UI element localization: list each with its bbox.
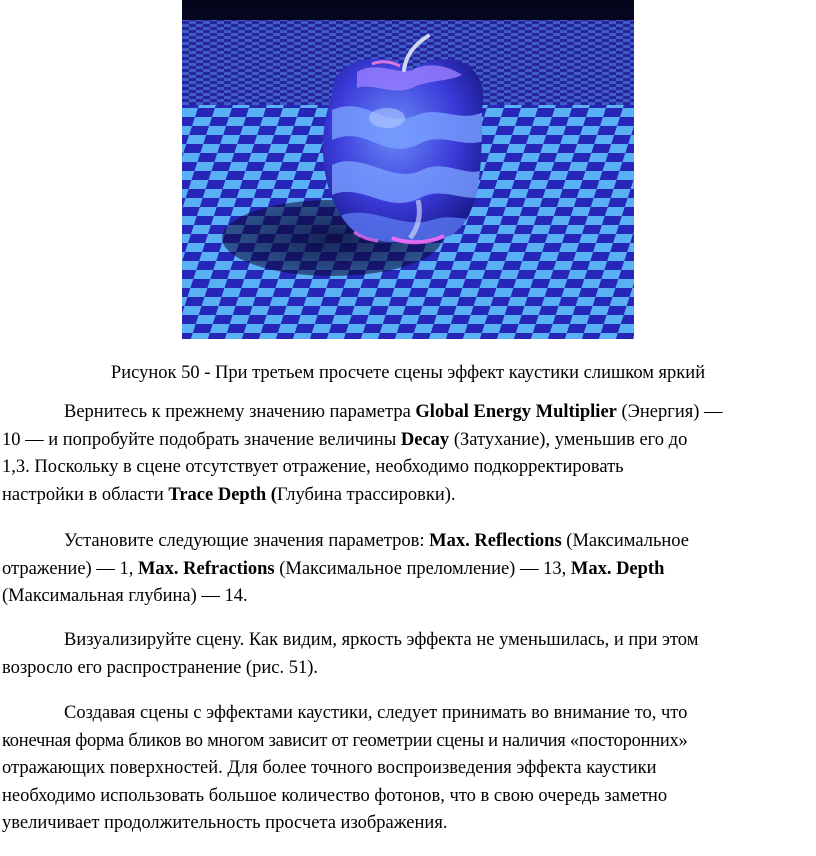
figure-caption: Рисунок 50 - При третьем просчете сцены эффект каустики слишком яркий xyxy=(110,363,706,383)
p4-line-3: отражающих поверхностей. Для более точного воспроизведения эффекта каустики xyxy=(2,758,657,778)
paragraph-3 xyxy=(2,627,814,682)
p4-line-2: конечная форма бликов во многом зависит от геометрии сцены и наличия «посторонних» xyxy=(2,730,688,751)
max-reflections-term: Max. Reflections xyxy=(429,531,562,551)
p2-line-1 xyxy=(2,528,814,556)
p4-line-4: необходимо использовать большое количество фотонов, что в свою очередь заметно xyxy=(2,785,668,806)
p1-text: настройки в области xyxy=(2,484,169,505)
p3-line-2: возросло его распространение (рис. 51). xyxy=(2,657,318,678)
p1-text: Глубина трассировки). xyxy=(276,484,456,505)
max-depth-term: Max. Depth xyxy=(570,558,665,579)
p1-text: Вернитесь к прежнему значению параметра xyxy=(64,402,416,422)
p1-line-2 xyxy=(2,427,814,455)
p2-line-3: (Максимальная глубина) — 14. xyxy=(2,586,248,606)
decay-term: Decay xyxy=(400,429,450,450)
p1-text: (Затухание), уменьшив его до xyxy=(449,429,688,450)
paragraph-1 xyxy=(2,399,814,509)
p2-text: (Максимальное xyxy=(561,531,689,551)
p2-line-2 xyxy=(2,556,814,584)
trace-depth-term: Trace Depth ( xyxy=(168,484,277,505)
p4-line-1: Создавая сцены с эффектами каустики, следует принимать во внимание то, что xyxy=(64,703,688,723)
p2-text: Установите следующие значения параметров: xyxy=(64,531,430,551)
apple-render-image xyxy=(182,0,634,339)
p4-line-5: увеличивает продолжительность просчета изображения. xyxy=(2,813,448,833)
p1-line-4 xyxy=(2,482,814,510)
global-energy-multiplier-term: Global Energy Multiplier xyxy=(415,402,617,422)
p3-line-1: Визуализируйте сцену. Как видим, яркость эффекта не уменьшилась, и при этом xyxy=(64,630,699,650)
paragraph-2 xyxy=(2,528,814,611)
p1-text: 10 — и попробуйте подобрать значение величины xyxy=(2,429,401,450)
p1-line-3: 1,3. Поскольку в сцене отсутствует отражение, необходимо подкорректировать xyxy=(2,457,624,477)
p1-line-1 xyxy=(2,399,814,427)
p2-text: отражение) — 1, xyxy=(2,558,138,579)
p2-text: (Максимальное преломление) — 13, xyxy=(274,558,571,579)
apple-render-svg xyxy=(182,0,634,339)
max-refractions-term: Max. Refractions xyxy=(137,558,275,579)
paragraph-4 xyxy=(2,700,814,838)
p1-text: (Энергия) — xyxy=(616,402,723,422)
